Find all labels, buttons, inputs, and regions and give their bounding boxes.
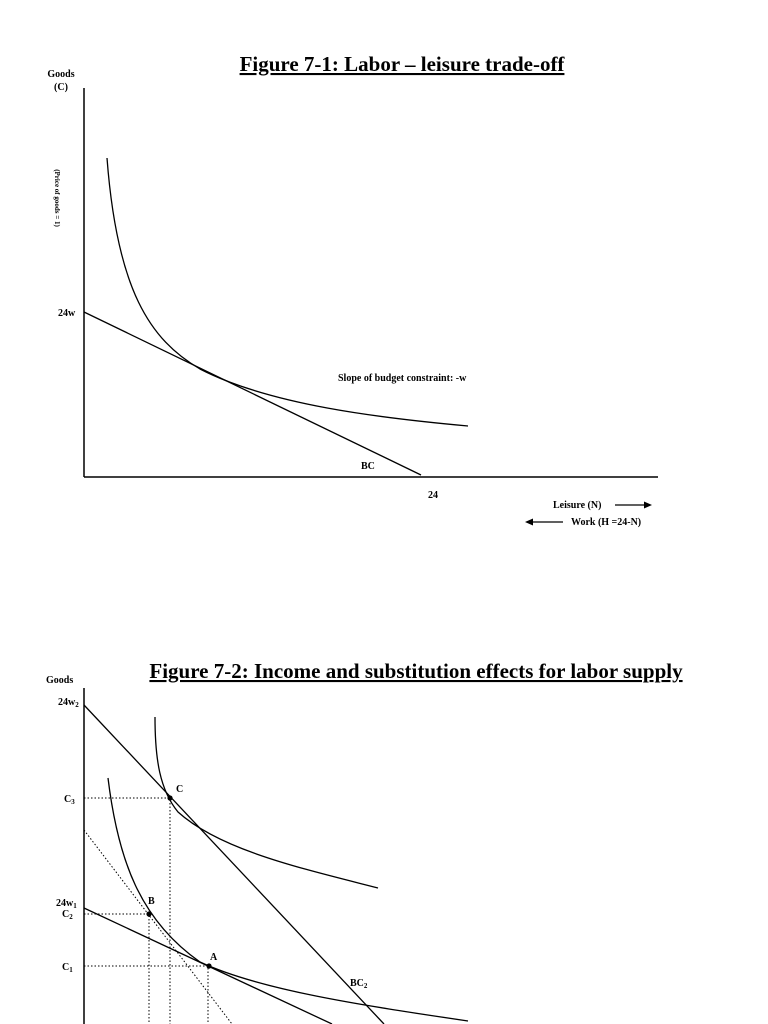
bc2-label: $BC_2$ — [350, 978, 368, 990]
figure-7-1 — [47, 52, 658, 528]
label-c3: $C_3$ — [64, 794, 75, 806]
point-c-label: C — [176, 784, 184, 795]
figure-1-y-intercept-label: 24w — [58, 308, 76, 319]
figure-1-y-axis-label: Goods — [47, 69, 75, 80]
figure-1-y-axis-side-label: (Price of goods = 1) — [53, 169, 61, 227]
guide-c2 — [84, 914, 149, 1024]
figure-1-leisure-label: Leisure (N) — [553, 500, 602, 511]
point-c-marker — [167, 795, 172, 800]
guide-c3 — [84, 798, 170, 1024]
point-a-marker — [206, 963, 211, 968]
figure-1-y-axis-unit: (C) — [54, 82, 68, 93]
left-arrow-icon — [525, 519, 563, 526]
compensated-budget-line — [84, 830, 232, 1024]
budget-constraint-bc2 — [84, 705, 384, 1024]
indifference-curve-low — [108, 778, 468, 1021]
figure-7-2 — [46, 659, 683, 1024]
figure-1-title: Figure 7-1: Labor – leisure trade-off — [239, 52, 565, 76]
label-24w2: $24w_2$ — [58, 697, 79, 709]
figure-1-budget-line-label: BC — [361, 461, 375, 472]
figure-2-y-axis-label: Goods — [46, 675, 74, 686]
label-c1: $C_1$ — [62, 962, 73, 974]
label-c2: $C_2$ — [62, 909, 73, 921]
guide-c1 — [84, 966, 208, 1024]
figure-1-work-label: Work (H =24-N) — [571, 517, 642, 528]
right-arrow-icon — [615, 502, 652, 509]
figure-1-x-intercept-label: 24 — [428, 490, 438, 501]
figure-2-title: Figure 7-2: Income and substitution effects for labor supply — [149, 659, 683, 683]
point-b-label: B — [148, 896, 155, 907]
figure-1-slope-annotation: Slope of budget constraint: -w — [338, 373, 467, 384]
label-24w1: $24w_1$ — [56, 898, 77, 910]
point-b-marker — [146, 911, 151, 916]
figure-1-budget-constraint — [84, 312, 421, 475]
figure-1-indifference-curve — [107, 158, 468, 426]
indifference-curve-high — [155, 717, 378, 888]
point-a-label: A — [210, 952, 218, 963]
